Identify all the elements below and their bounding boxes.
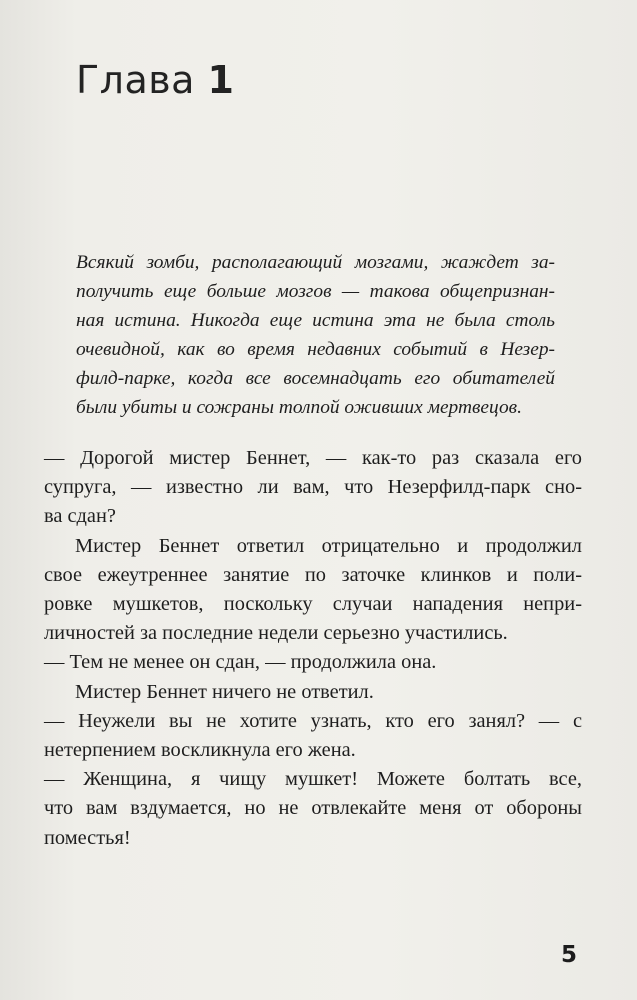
body-line: нетерпением воскликнула его жена. — [44, 739, 356, 762]
epigraph-line: получить еще больше мозгов — такова общепризнан- — [76, 281, 555, 302]
body-line: что вам вздумается, но не отвлекайте меня от обороны — [44, 797, 582, 820]
body-line: — Дорогой мистер Беннет, — как-то раз сказала его — [44, 447, 582, 469]
body-line: — Неужели вы не хотите узнать, кто его занял? — с — [44, 709, 582, 732]
chapter-word: Глава — [76, 58, 195, 102]
body-line: Мистер Беннет ответил отрицательно и продолжил — [75, 534, 582, 557]
chapter-number: 1 — [207, 58, 235, 102]
body-line: личностей за последние недели серьезно участились. — [44, 622, 508, 645]
body-line: — Женщина, я чищу мушкет! Можете болтать все, — [44, 768, 582, 791]
chapter-title — [76, 58, 234, 102]
body-line: ва сдан? — [44, 505, 116, 528]
body-line: — Тем не менее он сдан, — продолжила она. — [44, 651, 437, 674]
epigraph — [76, 248, 555, 422]
body-line: свое ежеутреннее занятие по заточке клинков и поли- — [44, 563, 582, 586]
body-line: ровке мушкетов, поскольку случаи нападения непри- — [44, 593, 582, 616]
epigraph-line: ная истина. Никогда еще истина эта не была столь — [76, 310, 555, 331]
body-line: супруга, — известно ли вам, что Незерфилд-парк сно- — [44, 476, 582, 499]
epigraph-line: филд-парке, когда все восемнадцать его обитателей — [76, 368, 555, 389]
body-text — [44, 444, 582, 853]
body-line: поместья! — [44, 826, 131, 849]
page-number: 5 — [561, 942, 578, 968]
epigraph-line: были убиты и сожраны толпой оживших мертвецов. — [76, 397, 522, 418]
body-line: Мистер Беннет ничего не ответил. — [75, 680, 374, 703]
epigraph-line: очевидной, как во время недавних событий в Незер- — [76, 339, 555, 360]
epigraph-line: Всякий зомби, располагающий мозгами, жаждет за- — [76, 252, 555, 273]
